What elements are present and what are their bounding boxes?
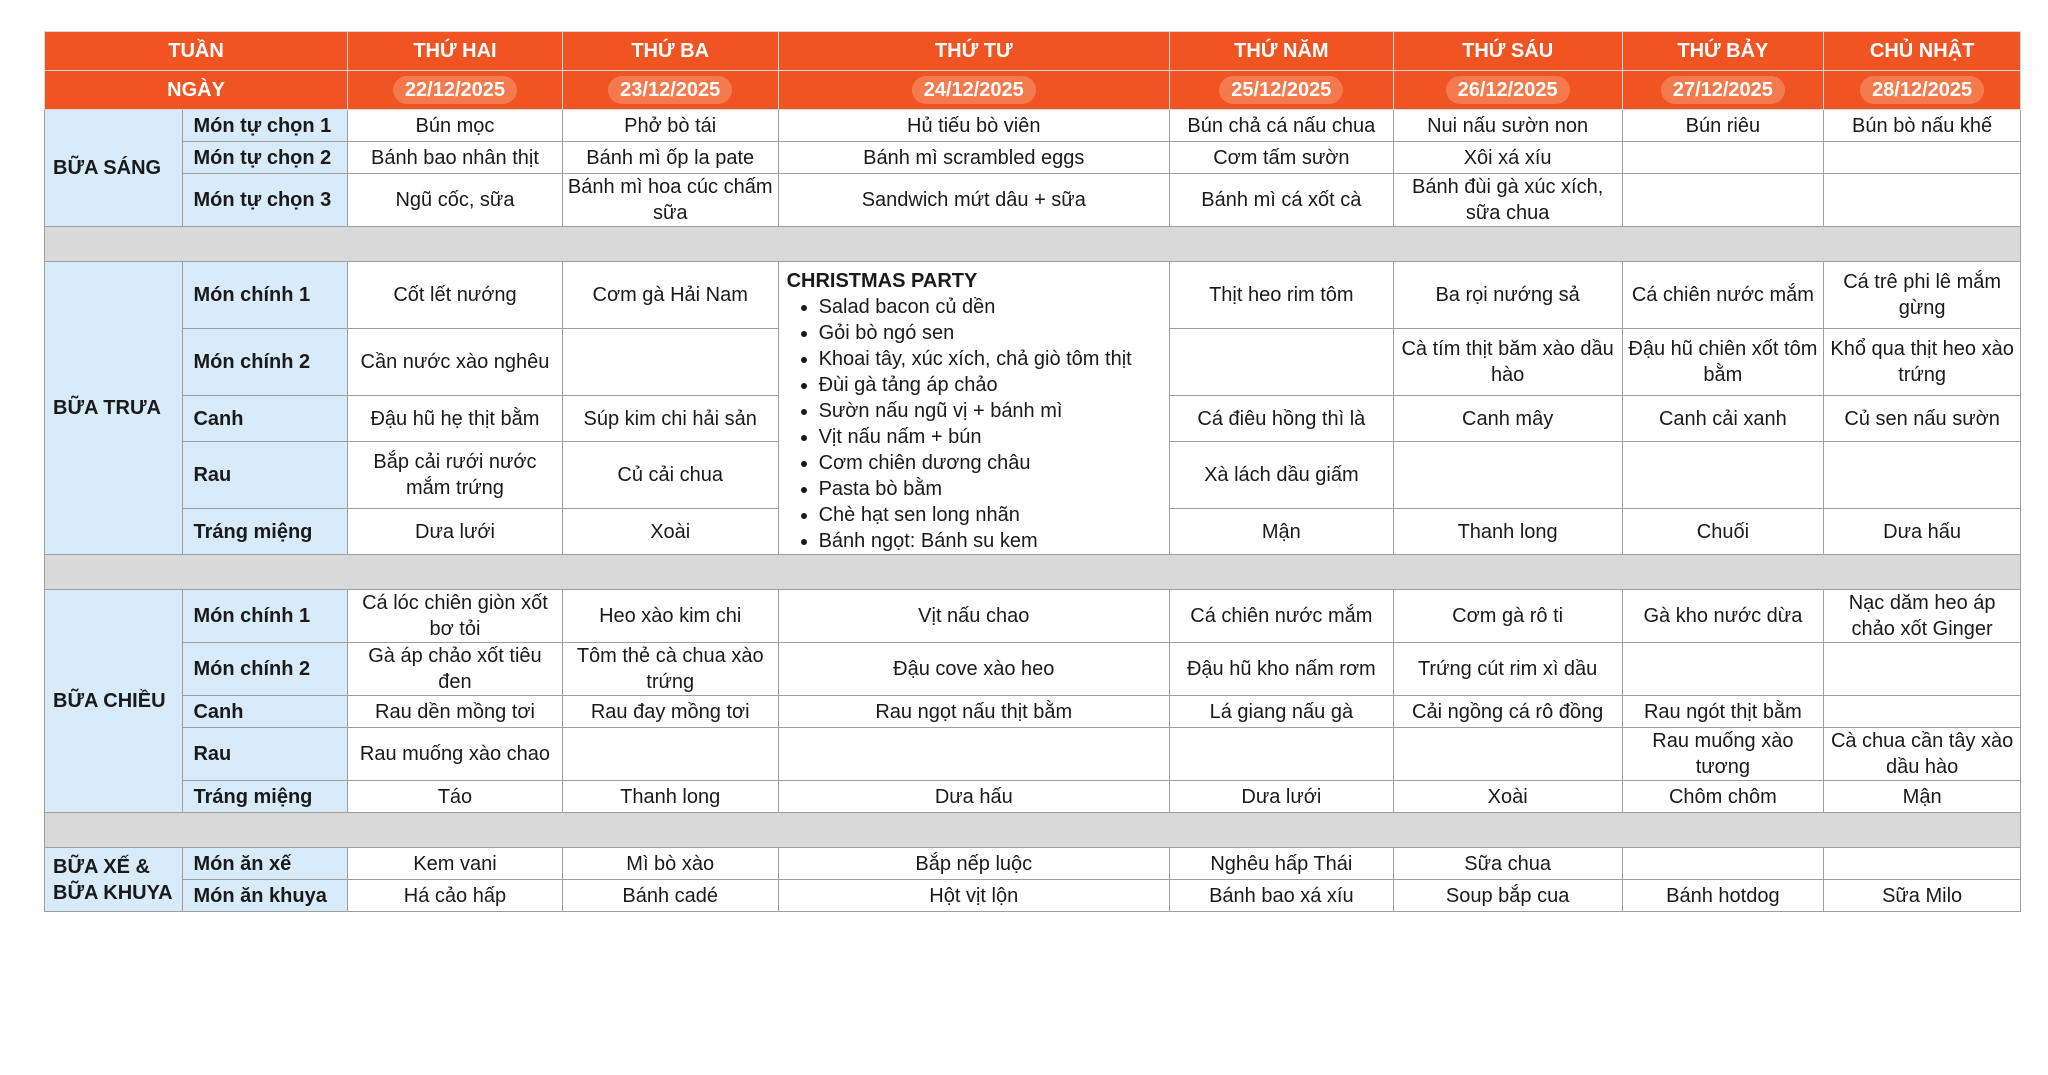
menu-cell: Xoài [562, 509, 778, 555]
menu-cell: Rau dền mồng tơi [348, 696, 563, 728]
menu-cell: Há cảo hấp [348, 880, 563, 912]
row-label: Món chính 2 [183, 643, 348, 696]
menu-cell: Thanh long [1393, 509, 1622, 555]
menu-cell: Xôi xá xíu [1393, 142, 1622, 174]
menu-cell: Rau ngọt nấu thịt bằm [778, 696, 1169, 728]
separator [45, 227, 2021, 262]
menu-cell: Thanh long [562, 781, 778, 813]
menu-cell [1622, 848, 1824, 880]
menu-cell: Phở bò tái [562, 110, 778, 142]
date-pill: 24/12/2025 [912, 76, 1036, 104]
menu-cell: Bánh mì hoa cúc chấm sữa [562, 174, 778, 227]
row-label: Món tự chọn 3 [183, 174, 348, 227]
week-header: TUẦN [45, 32, 348, 71]
day-header: THỨ NĂM [1169, 32, 1393, 71]
party-list [787, 294, 1161, 554]
menu-cell: Ngũ cốc, sữa [348, 174, 563, 227]
row-label: Canh [183, 396, 348, 442]
menu-cell: Cá trê phi lê mắm gừng [1824, 262, 2021, 329]
menu-cell: Nạc dăm heo áp chảo xốt Ginger [1824, 590, 2021, 643]
menu-cell: Súp kim chi hải sản [562, 396, 778, 442]
row-label: Món chính 1 [183, 262, 348, 329]
menu-cell: Củ cải chua [562, 442, 778, 509]
menu-cell [1824, 643, 2021, 696]
menu-cell [1622, 442, 1824, 509]
date-cell [562, 71, 778, 110]
separator [45, 813, 2021, 848]
menu-cell: Dưa lưới [1169, 781, 1393, 813]
dinner-row [45, 590, 2021, 643]
date-cell [778, 71, 1169, 110]
row-label: Tráng miệng [183, 509, 348, 555]
menu-cell: Bánh mì scrambled eggs [778, 142, 1169, 174]
menu-cell [1622, 643, 1824, 696]
date-cell [1824, 71, 2021, 110]
menu-cell: Cá lóc chiên giòn xốt bơ tỏi [348, 590, 563, 643]
party-item: • Pasta bò bằm [819, 476, 1161, 502]
row-label: Rau [183, 728, 348, 781]
menu-cell: Bún riêu [1622, 110, 1824, 142]
menu-cell: Đậu hũ chiên xốt tôm bằm [1622, 329, 1824, 396]
day-header: THỨ SÁU [1393, 32, 1622, 71]
party-item: • Đùi gà tảng áp chảo [819, 372, 1161, 398]
menu-cell [562, 329, 778, 396]
separator-row [45, 555, 2021, 590]
separator [45, 555, 2021, 590]
menu-cell: Heo xào kim chi [562, 590, 778, 643]
menu-cell [1622, 142, 1824, 174]
menu-cell: Bánh mì ốp la pate [562, 142, 778, 174]
breakfast-row [45, 110, 2021, 142]
date-pill: 27/12/2025 [1661, 76, 1785, 104]
menu-cell: Củ sen nấu sườn [1824, 396, 2021, 442]
day-header: THỨ BA [562, 32, 778, 71]
menu-cell: Thịt heo rim tôm [1169, 262, 1393, 329]
date-pill: 22/12/2025 [393, 76, 517, 104]
weekly-menu-table [44, 31, 2021, 912]
day-header: THỨ BẢY [1622, 32, 1824, 71]
menu-cell [1824, 174, 2021, 227]
menu-cell: Nui nấu sườn non [1393, 110, 1622, 142]
menu-cell: Tôm thẻ cà chua xào trứng [562, 643, 778, 696]
party-item: • Gỏi bò ngó sen [819, 320, 1161, 346]
row-label: Món chính 1 [183, 590, 348, 643]
snack-row [45, 880, 2021, 912]
lunch-label: BỮA TRƯA [45, 262, 183, 555]
menu-cell [1824, 696, 2021, 728]
day-header: CHỦ NHẬT [1824, 32, 2021, 71]
menu-cell: Cá chiên nước mắm [1622, 262, 1824, 329]
breakfast-row [45, 142, 2021, 174]
menu-cell: Mận [1824, 781, 2021, 813]
menu-cell: Khổ qua thịt heo xào trứng [1824, 329, 2021, 396]
menu-cell: Sữa chua [1393, 848, 1622, 880]
menu-cell: Cốt lết nướng [348, 262, 563, 329]
date-pill: 25/12/2025 [1219, 76, 1343, 104]
day-header: THỨ TƯ [778, 32, 1169, 71]
party-item: • Bánh ngọt: Bánh su kem [819, 528, 1161, 554]
breakfast-label: BỮA SÁNG [45, 110, 183, 227]
menu-cell: Bún mọc [348, 110, 563, 142]
menu-cell: Kem vani [348, 848, 563, 880]
menu-cell [1169, 728, 1393, 781]
menu-cell: Táo [348, 781, 563, 813]
dinner-row [45, 643, 2021, 696]
menu-cell: Canh cải xanh [1622, 396, 1824, 442]
date-cell [1393, 71, 1622, 110]
menu-cell: Ba rọi nướng sả [1393, 262, 1622, 329]
snack-row [45, 848, 2021, 880]
menu-cell [1824, 848, 2021, 880]
row-label: Món tự chọn 2 [183, 142, 348, 174]
menu-cell: Gà kho nước dừa [1622, 590, 1824, 643]
menu-cell [1393, 728, 1622, 781]
date-header: NGÀY [45, 71, 348, 110]
christmas-party-cell [778, 262, 1169, 555]
menu-cell: Nghêu hấp Thái [1169, 848, 1393, 880]
menu-cell: Cà tím thịt băm xào dầu hào [1393, 329, 1622, 396]
menu-cell [562, 728, 778, 781]
menu-cell: Bún bò nấu khế [1824, 110, 2021, 142]
menu-cell: Bánh bao nhân thịt [348, 142, 563, 174]
lunch-row [45, 262, 2021, 329]
header-dates-row [45, 71, 2021, 110]
menu-cell: Bắp nếp luộc [778, 848, 1169, 880]
menu-cell: Vịt nấu chao [778, 590, 1169, 643]
menu-cell: Sandwich mứt dâu + sữa [778, 174, 1169, 227]
party-item: • Chè hạt sen long nhãn [819, 502, 1161, 528]
menu-cell: Dưa hấu [778, 781, 1169, 813]
menu-cell: Bánh mì cá xốt cà [1169, 174, 1393, 227]
menu-cell: Cải ngồng cá rô đồng [1393, 696, 1622, 728]
menu-cell: Mì bò xào [562, 848, 778, 880]
menu-cell: Cá chiên nước mắm [1169, 590, 1393, 643]
menu-cell [1824, 142, 2021, 174]
menu-cell: Cơm gà Hải Nam [562, 262, 778, 329]
dinner-row [45, 696, 2021, 728]
menu-cell: Mận [1169, 509, 1393, 555]
menu-cell [1169, 329, 1393, 396]
menu-cell: Chuối [1622, 509, 1824, 555]
party-title: CHRISTMAS PARTY [786, 270, 978, 292]
row-label: Món ăn khuya [183, 880, 348, 912]
menu-cell: Soup bắp cua [1393, 880, 1622, 912]
row-label: Món tự chọn 1 [183, 110, 348, 142]
dinner-row [45, 728, 2021, 781]
row-label: Món chính 2 [183, 329, 348, 396]
menu-cell: Cơm tấm sườn [1169, 142, 1393, 174]
dinner-row [45, 781, 2021, 813]
menu-cell [1622, 174, 1824, 227]
menu-cell: Lá giang nấu gà [1169, 696, 1393, 728]
menu-cell: Rau muống xào chao [348, 728, 563, 781]
menu-cell: Bắp cải rưới nước mắm trứng [348, 442, 563, 509]
menu-cell [1393, 442, 1622, 509]
row-label: Món ăn xế [183, 848, 348, 880]
date-pill: 23/12/2025 [608, 76, 732, 104]
row-label: Tráng miệng [183, 781, 348, 813]
menu-cell [778, 728, 1169, 781]
menu-cell: Bánh cadé [562, 880, 778, 912]
menu-cell: Canh mây [1393, 396, 1622, 442]
menu-cell: Rau muống xào tương [1622, 728, 1824, 781]
party-item: • Cơm chiên dương châu [819, 450, 1161, 476]
dinner-label: BỮA CHIỀU [45, 590, 183, 813]
menu-cell: Hủ tiếu bò viên [778, 110, 1169, 142]
menu-cell: Bánh bao xá xíu [1169, 880, 1393, 912]
party-item: • Khoai tây, xúc xích, chả giò tôm thịt [819, 346, 1161, 372]
menu-cell: Bánh hotdog [1622, 880, 1824, 912]
row-label: Canh [183, 696, 348, 728]
menu-cell: Cà chua cần tây xào dầu hào [1824, 728, 2021, 781]
menu-cell: Bánh đùi gà xúc xích, sữa chua [1393, 174, 1622, 227]
menu-cell: Cá điêu hồng thì là [1169, 396, 1393, 442]
menu-cell: Đậu hũ kho nấm rơm [1169, 643, 1393, 696]
menu-cell: Dưa hấu [1824, 509, 2021, 555]
snack-label: BỮA XẾ & BỮA KHUYA [45, 848, 183, 912]
menu-cell: Dưa lưới [348, 509, 563, 555]
menu-cell: Đậu hũ hẹ thịt bằm [348, 396, 563, 442]
menu-cell: Đậu cove xào heo [778, 643, 1169, 696]
menu-cell: Gà áp chảo xốt tiêu đen [348, 643, 563, 696]
date-pill: 26/12/2025 [1446, 76, 1570, 104]
separator-row [45, 813, 2021, 848]
day-header: THỨ HAI [348, 32, 563, 71]
menu-cell: Chôm chôm [1622, 781, 1824, 813]
menu-cell: Rau ngót thịt bằm [1622, 696, 1824, 728]
date-cell [348, 71, 563, 110]
date-cell [1169, 71, 1393, 110]
breakfast-row [45, 174, 2021, 227]
menu-cell: Sữa Milo [1824, 880, 2021, 912]
date-cell [1622, 71, 1824, 110]
menu-cell: Cơm gà rô ti [1393, 590, 1622, 643]
menu-cell: Trứng cút rim xì dầu [1393, 643, 1622, 696]
menu-cell: Xoài [1393, 781, 1622, 813]
menu-cell: Bún chả cá nấu chua [1169, 110, 1393, 142]
row-label: Rau [183, 442, 348, 509]
party-item: • Sườn nấu ngũ vị + bánh mì [819, 398, 1161, 424]
party-item: • Salad bacon củ dền [819, 294, 1161, 320]
menu-cell: Xà lách dầu giấm [1169, 442, 1393, 509]
menu-cell: Cần nước xào nghêu [348, 329, 563, 396]
menu-cell [1824, 442, 2021, 509]
party-item: • Vịt nấu nấm + bún [819, 424, 1161, 450]
date-pill: 28/12/2025 [1860, 76, 1984, 104]
separator-row [45, 227, 2021, 262]
menu-cell: Rau đay mồng tơi [562, 696, 778, 728]
menu-cell: Hột vịt lộn [778, 880, 1169, 912]
header-days-row [45, 32, 2021, 71]
